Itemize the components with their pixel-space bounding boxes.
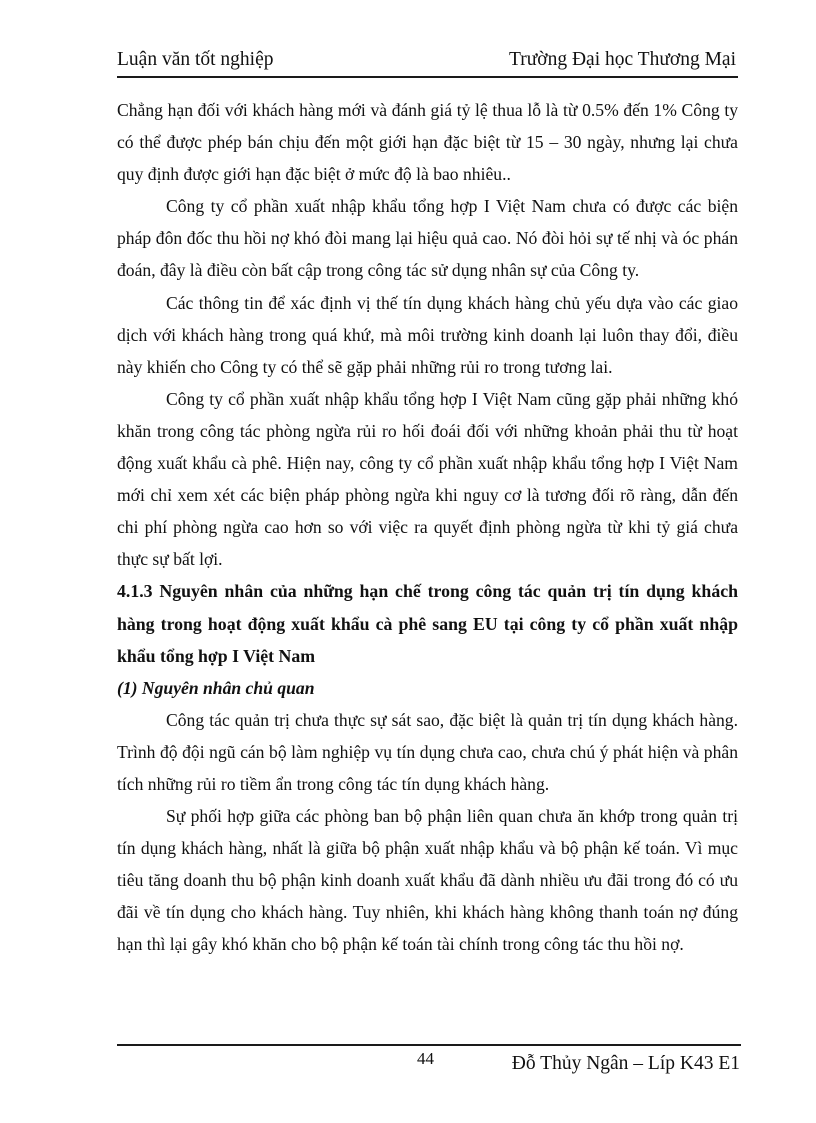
section-heading: 4.1.3 Nguyên nhân của những hạn chế trong công tác quản trị tín dụng khách hàng trong hoạt động xuất khẩu cà phê sang EU tại công ty cổ phần xuất nhập khẩu tổng hợp I Việt Nam <box>117 581 738 666</box>
paragraph-5: Công tác quản trị chưa thực sự sát sao, đặc biệt là quản trị tín dụng khách hàng. Trình độ đội ngũ cán bộ làm nghiệp vụ tín dụng chưa cao, chưa chú ý phát hiện và phân tích những rủi ro tiềm ẩn trong công tác tín dụng khách hàng. <box>117 709 738 794</box>
header-university: Trường Đại học Thương Mại <box>508 49 736 70</box>
page-header <box>117 44 738 78</box>
paragraph-1: Chẳng hạn đối với khách hàng mới và đánh giá tỷ lệ thua lỗ là từ 0.5% đến 1% Công ty có thể được phép bán chịu đến một giới hạn đặc biệt từ 15 – 30 ngày, nhưng lại chưa quy định được giới hạn đặc biệt ở mức độ là bao nhiêu.. <box>117 100 738 185</box>
paragraph-6: Sự phối hợp giữa các phòng ban bộ phận liên quan chưa ăn khớp trong quản trị tín dụng khách hàng, nhất là giữa bộ phận xuất nhập khẩu và bộ phận kế toán. Vì mục tiêu tăng doanh thu bộ phận kinh doanh xuất khẩu đã dành nhiều ưu đãi trong đó có ưu đãi về tín dụng cho khách hàng. Tuy nhiên, khi khách hàng không thanh toán nợ đúng hạn thì lại gây khó khăn cho bộ phận kế toán tài chính trong công tác thu hồi nợ. <box>117 806 738 955</box>
footer-rule <box>117 1044 741 1046</box>
paragraph-2: Công ty cổ phần xuất nhập khẩu tổng hợp I Việt Nam chưa có được các biện pháp đôn đốc thu hồi nợ khó đòi mang lại hiệu quả cao. Nó đòi hỏi sự tế nhị và óc phán đoán, đây là điều còn bất cập trong công tác sử dụng nhân sự của Công ty. <box>117 196 738 281</box>
page-number: 44 <box>417 1049 434 1068</box>
footer-author: Đỗ Thủy Ngân – Líp K43 E1 <box>511 1053 740 1074</box>
document-body <box>117 94 738 961</box>
header-thesis-label: Luận văn tốt nghiệp <box>117 49 274 70</box>
paragraph-4: Công ty cổ phần xuất nhập khẩu tổng hợp I Việt Nam cũng gặp phải những khó khăn trong công tác phòng ngừa rủi ro hối đoái đối với những khoản phải thu từ hoạt động xuất khẩu cà phê. Hiện nay, công ty cổ phần xuất nhập khẩu tổng hợp I Việt Nam mới chỉ xem xét các biện pháp phòng ngừa khi nguy cơ là tương đối rõ ràng, dẫn đến chi phí phòng ngừa cao hơn so với việc ra quyết định phòng ngừa từ khi tỷ giá chưa thực sự bất lợi. <box>117 388 738 570</box>
subheading: (1) Nguyên nhân chủ quan <box>117 677 315 698</box>
paragraph-3: Các thông tin để xác định vị thế tín dụng khách hàng chủ yếu dựa vào các giao dịch với khách hàng trong quá khứ, mà môi trường kinh doanh lại luôn thay đổi, điều này khiến cho Công ty có thể sẽ gặp phải những rủi ro trong tương lai. <box>117 292 738 377</box>
